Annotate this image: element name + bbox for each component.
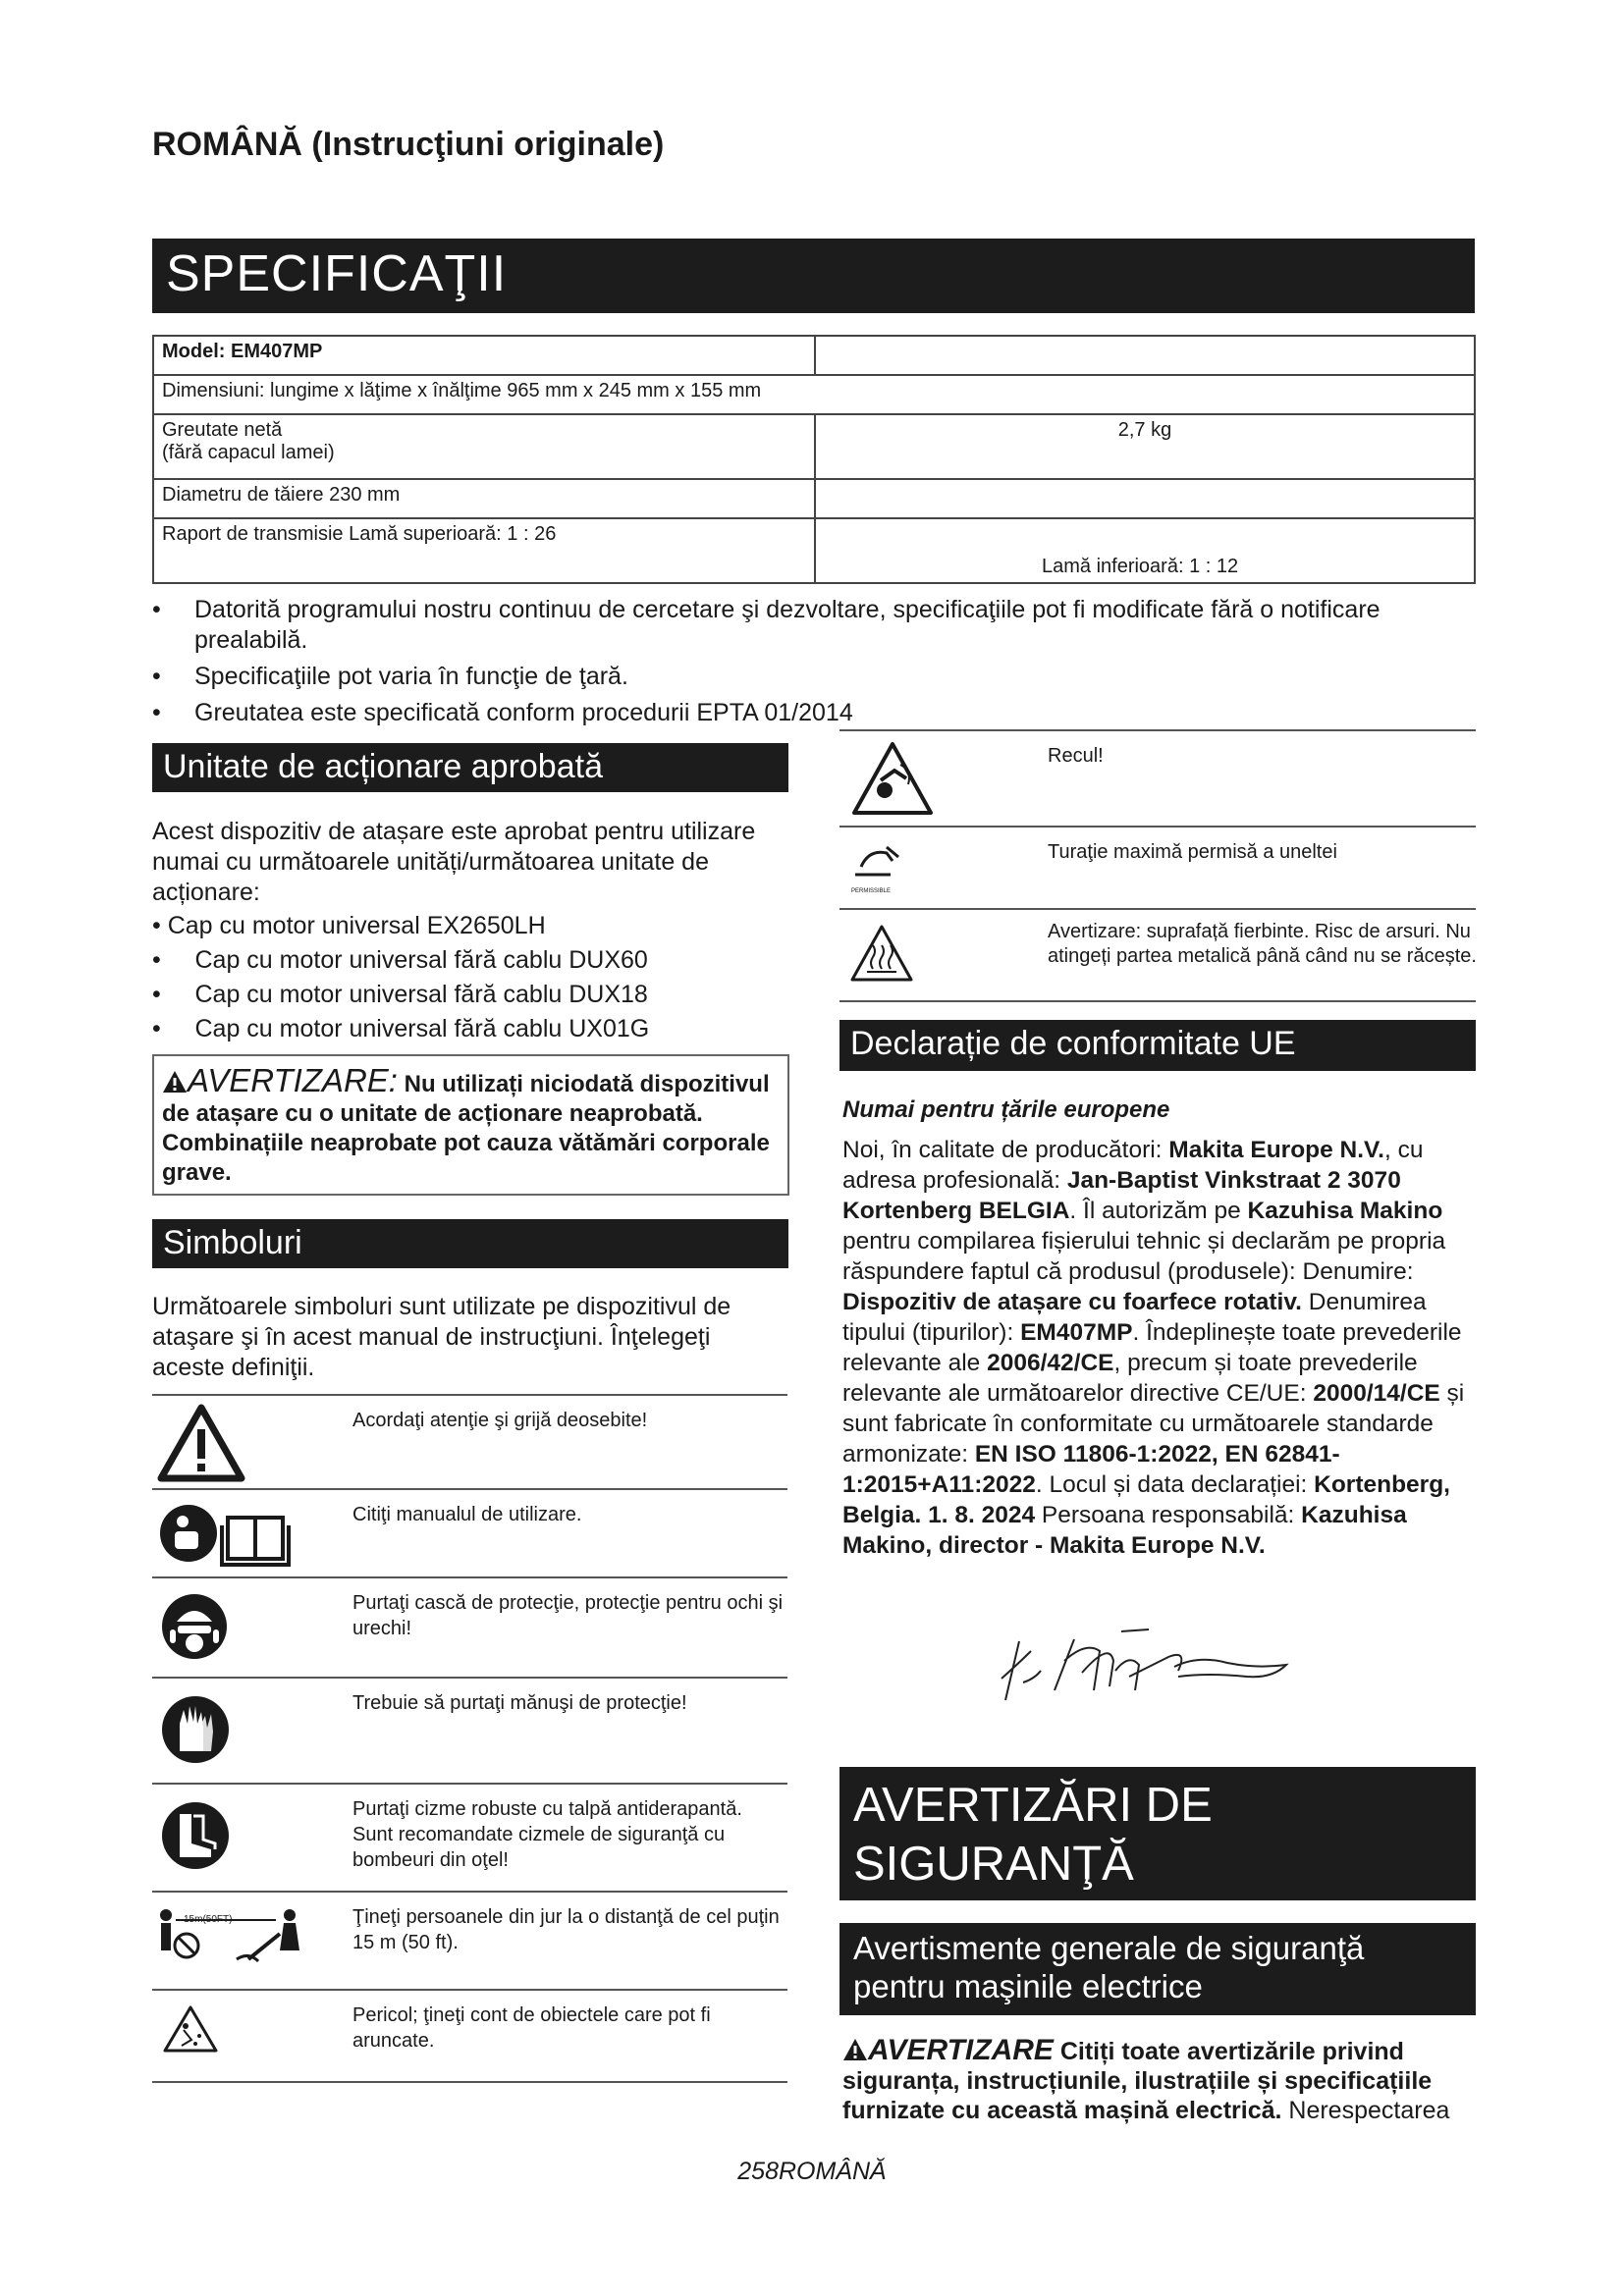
warning-text: Nu utilizați niciodată dispozitivul de atașare cu o unitate de acționare neaprobată. Combinațiile neaprobate pot cauza vătămări corporale grave. — [162, 1071, 770, 1186]
spec-row-dimensions — [153, 375, 1475, 414]
page-footer: 258ROMÂNĂ — [737, 2158, 887, 2185]
specifications-table — [152, 335, 1476, 584]
power-unit-list — [152, 911, 790, 1044]
symbol-row — [839, 729, 1476, 826]
power-unit-title: Unitate de acționare aprobată — [163, 748, 603, 785]
spec-cut-diameter: Diametru de tăiere 230 mm — [153, 479, 815, 518]
symbol-text: Trebuie să purtaţi mănuşi de protecţie! — [352, 1692, 687, 1714]
power-unit-item: • Cap cu motor universal fără cablu DUX18 — [152, 981, 648, 1008]
symbol-row — [152, 1989, 787, 2083]
keep-distance-icon — [154, 1906, 301, 1967]
spec-weight-label: Greutate netă — [162, 419, 283, 441]
symbol-text: Acordaţi atenţie şi grijă deosebite! — [352, 1410, 648, 1431]
hot-surface-icon — [849, 924, 914, 983]
symbol-text: Ţineţi persoanele din jur la o distanţă de cel puţin 15 m (50 ft). — [352, 1906, 780, 1953]
spec-note: • Greutatea este specificată conform procedurii EPTA 01/2014 — [152, 699, 853, 726]
spec-note: • Datorită programului nostru continuu de cercetare şi dezvoltare, specificaţiile pot fi modificate fără o notificare prealabilă. — [152, 596, 1380, 654]
power-unit-item: • Cap cu motor universal fără cablu UX01G — [152, 1015, 650, 1042]
power-unit-intro: Acest dispozitiv de atașare este aprobat pentru utilizare numai cu următoarele unități/următoarea unitate de acționare: — [152, 818, 756, 906]
warning-icon — [162, 1070, 188, 1094]
symbol-row — [152, 1677, 787, 1783]
power-unit-header — [152, 743, 788, 792]
rpm-label: PERMISSIBLE — [851, 888, 892, 894]
spec-dimensions: Dimensiuni: lungime x lăţime x înălţime 965 mm x 245 mm x 155 mm — [153, 375, 1475, 414]
spec-notes-list — [152, 595, 1468, 734]
symbol-row — [152, 1394, 787, 1488]
spec-row-model — [153, 336, 1475, 375]
distance-label: 15m(50FT) — [184, 1914, 233, 1925]
symbol-row — [839, 826, 1476, 908]
max-speed-icon — [847, 837, 910, 896]
declaration-subtitle: Numai pentru țările europene — [842, 1096, 1170, 1123]
symbol-text: Purtaţi cizme robuste cu talpă antiderapantă. Sunt recomandate cizmele de siguranţă cu bombeuri din oţel! — [352, 1798, 742, 1871]
symbol-text: Recul! — [1048, 745, 1104, 767]
spec-note: • Specificaţiile pot varia în funcţie de ţară. — [152, 663, 628, 690]
symbols-table — [152, 1394, 787, 2083]
caution-icon — [157, 1404, 245, 1482]
helmet-goggles-ear-protection-icon — [160, 1592, 229, 1661]
general-safety-line2: pentru maşinile electrice — [853, 1968, 1203, 2004]
specifications-header — [152, 239, 1475, 313]
spec-lower-blade: Lamă inferioară: 1 : 12 — [815, 518, 1475, 583]
declaration-body: Noi, în calitate de producători: Makita Europe N.V., cu adresa profesională: Jan-Baptist Vinkstraat 2 3070 Kortenberg BELGIA. Îl autorizăm pe Kazuhisa Makino pentru compilarea fișierului tehnic și declarăm pe propria răspundere faptul că produsul (produsele): Denumire: Dispozitiv de atașare cu foarfece rotativ. Denumirea tipului (tipurilor): EM407MP. Îndeplinește toate prevederile relevante ale 2006/42/CE, precum și toate prevederile relevante ale următoarelor directive CE/UE: 2000/14/CE și sunt fabricate în conformitate cu următoarele standarde armonizate: EN ISO 11806-1:2022, EN 62841-1:2015+A11:2022. Locul și data declarației: Kortenberg, Belgia. 1. 8. 2024 Persoana responsabilă: Kazuhisa Makino, director - Makita Europe N.V. — [842, 1137, 1465, 1559]
symbol-row — [152, 1891, 787, 1989]
power-unit-item: • Cap cu motor universal fără cablu DUX60 — [152, 946, 648, 974]
symbol-row — [152, 1488, 787, 1576]
safety-warnings-header — [839, 1767, 1476, 1900]
declaration-header — [839, 1020, 1476, 1071]
power-unit-item: • Cap cu motor universal EX2650LH — [152, 912, 546, 939]
power-unit-warning-box — [152, 1054, 789, 1196]
signature — [992, 1622, 1316, 1712]
safety-title-line1: AVERTIZĂRI DE — [853, 1779, 1213, 1832]
symbols-header — [152, 1219, 788, 1268]
symbol-row — [839, 908, 1476, 1002]
symbol-text: Pericol; ţineţi cont de obiectele care pot fi aruncate. — [352, 2004, 711, 2052]
symbol-text: Turaţie maximă permisă a uneltei — [1048, 841, 1337, 863]
spec-row-weight — [153, 414, 1475, 479]
symbol-text: Citiţi manualul de utilizare. — [352, 1504, 582, 1525]
symbol-text: Purtaţi cască de protecţie, protecţie pentru ochi şi urechi! — [352, 1592, 784, 1639]
general-safety-header — [839, 1923, 1476, 2015]
right-symbols-table — [839, 729, 1476, 1002]
spec-weight-sublabel: (fără capacul lamei) — [162, 442, 335, 463]
symbol-row — [152, 1783, 787, 1891]
spec-row-diameter — [153, 479, 1475, 518]
warning-icon — [842, 2038, 868, 2061]
safety-title-line2: SIGURANŢĂ — [853, 1838, 1134, 1891]
specifications-title: SPECIFICAŢII — [166, 245, 508, 302]
safety-boots-icon — [160, 1800, 231, 1871]
warning-label: AVERTIZARE: — [188, 1062, 398, 1098]
thrown-objects-icon — [162, 2004, 219, 2054]
read-manual-icon — [157, 1502, 304, 1571]
general-safety-line1: Avertismente generale de siguranţă — [853, 1930, 1365, 1966]
page-language-title: ROMÂNĂ (Instrucţiuni originale) — [152, 126, 665, 163]
gloves-icon — [160, 1694, 231, 1765]
spec-gear-ratio: Raport de transmisie Lamă superioară: 1 : 26 — [153, 518, 815, 583]
spec-row-gear — [153, 518, 1475, 583]
spec-model: Model: EM407MP — [153, 336, 815, 375]
symbols-title: Simboluri — [163, 1224, 302, 1261]
kickback-icon — [851, 741, 934, 816]
symbols-intro: Următoarele simboluri sunt utilizate pe dispozitivul de ataşare şi în acest manual de instrucţiuni. Înţelegeţi aceste definiţii. — [152, 1293, 731, 1381]
symbol-row — [152, 1576, 787, 1677]
general-safety-warning: AVERTIZARE Citiți toate avertizările privind siguranța, instrucțiunile, ilustrațiile și specificațiile furnizate cu această mașină electrică. Nerespectarea — [842, 2034, 1450, 2124]
spec-weight-value: 2,7 kg — [815, 414, 1475, 479]
declaration-title: Declarație de conformitate UE — [850, 1025, 1296, 1062]
symbol-text: Avertizare: suprafață fierbinte. Risc de arsuri. Nu atingeți partea metalică până când nu se răcește. — [1048, 921, 1477, 967]
